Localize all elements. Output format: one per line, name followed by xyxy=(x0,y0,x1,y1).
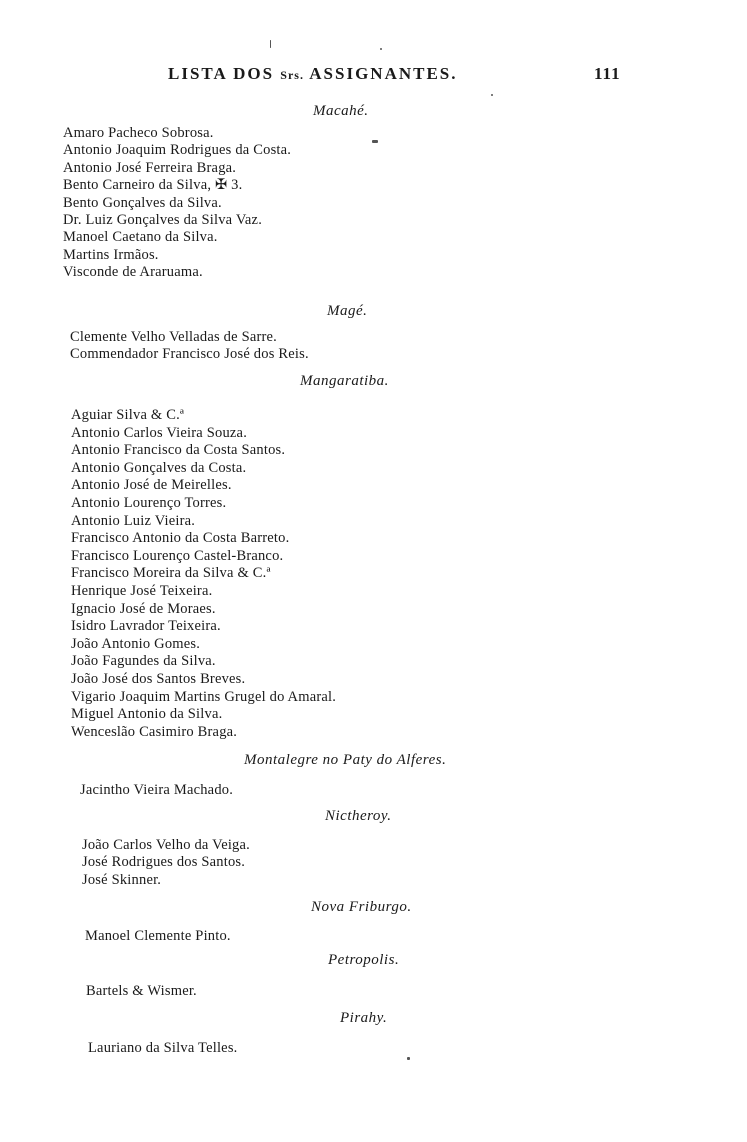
list-item: Bartels & Wismer. xyxy=(86,983,197,999)
section-heading-mage: Magé. xyxy=(327,303,368,319)
section-list-montalegre xyxy=(80,782,233,799)
list-item: Antonio Francisco da Costa Santos. xyxy=(71,442,286,459)
section-heading-petropolis: Petropolis. xyxy=(328,952,400,968)
list-item: José Skinner. xyxy=(82,871,162,888)
list-item: Aguiar Silva & C.ª xyxy=(71,407,185,423)
list-item: Miguel Antonio da Silva. xyxy=(71,706,223,723)
list-item: Antonio Joaquim Rodrigues da Costa. xyxy=(63,142,292,159)
list-item: João José dos Santos Breves. xyxy=(71,670,246,687)
list-item: João Fagundes da Silva. xyxy=(71,653,216,670)
title-main: LISTA DOS xyxy=(168,64,281,83)
section-list-nova-friburgo xyxy=(85,928,231,945)
section-list-macahe xyxy=(63,125,291,282)
scan-speck xyxy=(407,1057,410,1060)
list-item: Martins Irmãos. xyxy=(63,246,159,263)
section-list-pirahy xyxy=(88,1040,237,1057)
section-list-mangaratiba xyxy=(71,407,336,741)
list-item: Lauriano da Silva Telles. xyxy=(88,1040,238,1056)
list-item: Ignacio José de Moraes. xyxy=(71,600,216,617)
list-item: João Carlos Velho da Veiga. xyxy=(82,837,250,853)
list-item: Antonio José Ferreira Braga. xyxy=(63,159,237,176)
list-item: Antonio Luiz Vieira. xyxy=(71,512,196,529)
list-item: Antonio José de Meirelles. xyxy=(71,477,232,494)
page-header xyxy=(0,64,747,88)
list-item: Vigario Joaquim Martins Grugel do Amaral. xyxy=(71,688,337,705)
scan-speck xyxy=(270,40,271,48)
list-item: Commendador Francisco José dos Reis. xyxy=(70,346,309,363)
section-heading-nictheroy: Nictheroy. xyxy=(325,808,392,824)
scan-speck xyxy=(491,94,493,96)
list-item: Bento Carneiro da Silva, ✠ 3. xyxy=(63,177,243,194)
section-list-petropolis xyxy=(86,983,197,1000)
section-heading-macahe: Macahé. xyxy=(313,103,369,119)
page-title xyxy=(168,64,458,84)
list-item: Manoel Clemente Pinto. xyxy=(85,928,231,944)
list-item: Francisco Antonio da Costa Barreto. xyxy=(71,530,290,547)
list-item: José Rodrigues dos Santos. xyxy=(82,854,246,871)
section-list-nictheroy xyxy=(82,837,250,889)
list-item: Bento Gonçalves da Silva. xyxy=(63,194,222,211)
list-item: Jacintho Vieira Machado. xyxy=(80,782,234,798)
list-item: Visconde de Araruama. xyxy=(63,264,203,281)
list-item: Isidro Lavrador Teixeira. xyxy=(71,618,221,635)
section-heading-montalegre: Montalegre no Paty do Alferes. xyxy=(244,752,447,768)
list-item: Dr. Luiz Gonçalves da Silva Vaz. xyxy=(63,211,263,228)
list-item: João Antonio Gomes. xyxy=(71,635,201,652)
section-heading-nova-friburgo: Nova Friburgo. xyxy=(311,899,412,915)
list-item: Antonio Gonçalves da Costa. xyxy=(71,459,247,476)
list-item: Henrique José Teixeira. xyxy=(71,582,213,599)
list-item: Antonio Carlos Vieira Souza. xyxy=(71,424,248,441)
list-item: Francisco Moreira da Silva & C.ª xyxy=(71,565,271,582)
title-end: ASSIGNANTES. xyxy=(303,64,458,83)
list-item: Manoel Caetano da Silva. xyxy=(63,229,218,246)
list-item: Clemente Velho Velladas de Sarre. xyxy=(70,329,277,345)
title-abbrev: Srs. xyxy=(280,68,304,82)
list-item: Amaro Pacheco Sobrosa. xyxy=(63,125,214,141)
scan-speck xyxy=(372,140,378,143)
scan-speck xyxy=(380,48,382,50)
section-list-mage xyxy=(70,329,309,364)
list-item: Wenceslão Casimiro Braga. xyxy=(71,723,238,740)
list-item: Antonio Lourenço Torres. xyxy=(71,494,227,511)
section-heading-mangaratiba: Mangaratiba. xyxy=(300,373,389,389)
section-heading-pirahy: Pirahy. xyxy=(340,1010,388,1026)
page-number: 111 xyxy=(594,64,621,83)
list-item: Francisco Lourenço Castel-Branco. xyxy=(71,547,284,564)
